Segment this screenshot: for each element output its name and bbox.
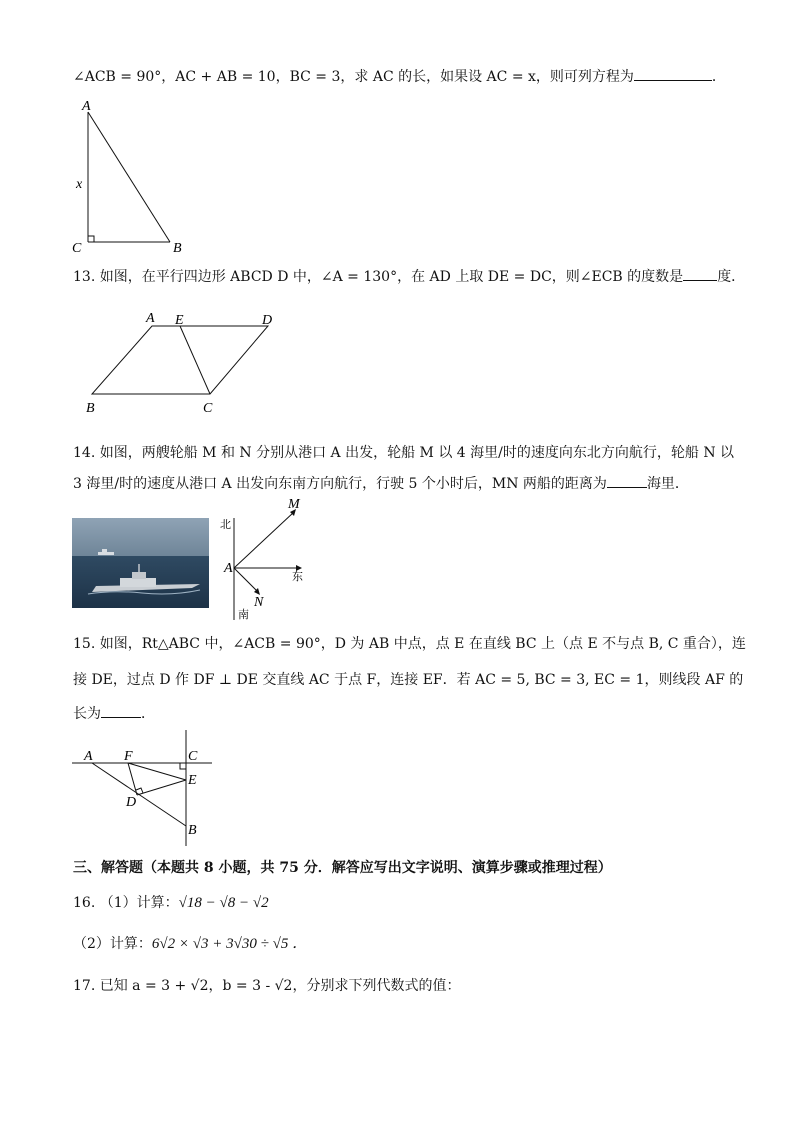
q14-text-line2: 3 海里/时的速度从港口 A 出发向东南方向航行，行驶 5 个小时后，MN 两船的距离为 — [73, 476, 607, 492]
q12-label-A: A — [82, 99, 91, 114]
q12-triangle-figure — [70, 96, 190, 256]
q12-label-B: B — [173, 241, 182, 256]
q14-label-M: M — [288, 498, 300, 512]
q14-label-east: 东 — [292, 570, 303, 583]
q16-part2 — [73, 934, 307, 954]
q15-label-C: C — [188, 749, 198, 764]
ship-photo — [72, 518, 209, 608]
q13-parallelogram-figure — [80, 306, 290, 418]
q15-label-E: E — [188, 773, 197, 788]
q12-label-C: C — [72, 241, 82, 256]
q15-line1 — [73, 634, 746, 654]
q15-label-B: B — [188, 823, 197, 838]
q14-label-north: 北 — [220, 518, 231, 531]
q13-text: 13. 如图，在平行四边形 ABCD D 中，∠A = 130°，在 AD 上取 DE = DC，则∠ECB 的度数是 — [73, 269, 684, 285]
q15-text-line2: 接 DE，过点 D 作 DF ⊥ DE 交直线 AC 于点 F，连接 EF．若 AC = 5, BC = 3, EC = 1，则线段 AF 的 — [73, 672, 744, 688]
section-3-heading-text: 三、解答题（本题共 8 小题，共 75 分．解答应写出文字说明、演算步骤或推理过程） — [73, 860, 612, 876]
q14-direction-figure — [216, 498, 316, 622]
q13-label-B: B — [86, 401, 95, 416]
q16-part2-label: （2）计算： — [73, 936, 152, 952]
q13-text-line — [73, 266, 745, 287]
q15-line2 — [73, 670, 743, 690]
q17-text: 17. 已知 a = 3 + √2，b = 3 - √2，分别求下列代数式的值： — [73, 978, 461, 994]
q16-part1-expression: √18 − √8 − √2 — [178, 895, 269, 911]
q12-end: ． — [711, 69, 726, 85]
q13-label-E: E — [175, 313, 184, 328]
q14-end: 海里． — [646, 476, 689, 492]
q13-label-C: C — [203, 401, 213, 416]
q14-line2 — [73, 473, 689, 494]
q12-label-x: x — [76, 177, 83, 192]
q15-label-D: D — [126, 795, 137, 810]
q14-label-A: A — [224, 561, 233, 576]
q15-geometry-figure — [70, 728, 220, 848]
q12-answer-blank[interactable] — [634, 66, 712, 81]
q15-text-line3: 长为 — [73, 706, 101, 722]
q12-text: ∠ACB = 90°，AC + AB = 10，BC = 3，求 AC 的长，如果设 AC = x，则可列方程为 — [73, 69, 634, 85]
q14-line1 — [73, 443, 734, 463]
q14-text-line1: 14. 如图，两艘轮船 M 和 N 分别从港口 A 出发，轮船 M 以 4 海里/时的速度向东北方向航行，轮船 N 以 — [73, 445, 735, 461]
q13-end: 度． — [717, 269, 746, 285]
q12-text-line — [73, 66, 726, 87]
q17-line — [73, 976, 460, 996]
q13-label-D: D — [262, 313, 273, 328]
q15-label-F: F — [124, 749, 133, 764]
q13-label-A: A — [146, 311, 155, 326]
q15-line3 — [73, 703, 155, 724]
q15-label-A: A — [84, 749, 93, 764]
q14-label-N: N — [254, 595, 264, 610]
q16-part1-label: 16. （1）计算： — [73, 895, 179, 911]
q13-answer-blank[interactable] — [683, 266, 717, 281]
q14-answer-blank[interactable] — [607, 473, 647, 488]
q15-end: ． — [141, 706, 155, 722]
section-3-heading — [73, 858, 612, 878]
q16-part2-expression: 6√2 × √3 + 3√30 ÷ √5 ． — [151, 936, 308, 952]
q16-part1 — [73, 893, 269, 913]
q14-label-south: 南 — [238, 608, 249, 621]
q15-text-line1: 15. 如图，Rt△ABC 中，∠ACB = 90°，D 为 AB 中点，点 E 在直线 BC 上（点 E 不与点 B, C 重合），连 — [73, 636, 746, 652]
q15-answer-blank[interactable] — [101, 703, 141, 718]
